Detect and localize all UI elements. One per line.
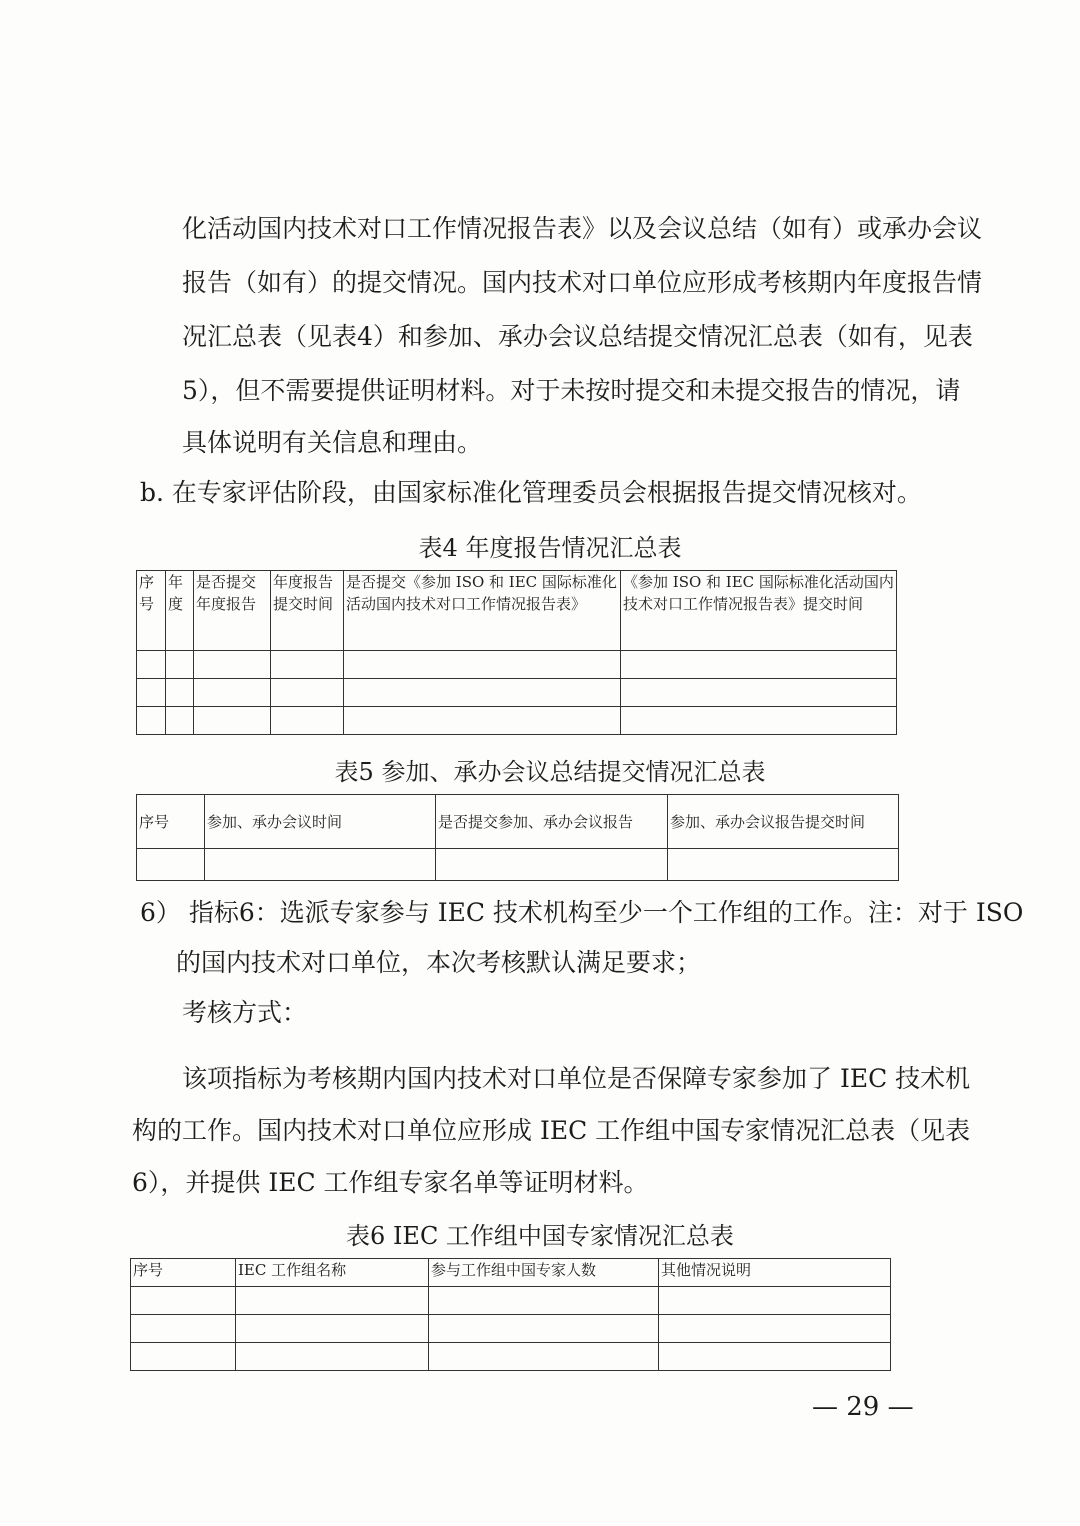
table4-caption: 表4 年度报告情况汇总表 [418,534,682,562]
table5-header-cell: 参加、承办会议报告提交时间 [668,795,899,849]
table4-header-cell: 年度 [166,571,194,651]
table4-header-cell: 《参加 ISO 和 IEC 国际标准化活动国内技术对口工作情况报告表》提交时间 [621,571,897,651]
indicator6-line-3: 该项指标为考核期内国内技术对口单位是否保障专家参加了 IEC 技术机 [182,1064,971,1093]
table4-header-cell: 是否提交年度报告 [194,571,271,651]
table4 [136,570,897,735]
table-row [137,679,897,707]
table-row [137,651,897,679]
body-item-b: b. 在专家评估阶段，由国家标准化管理委员会根据报告提交情况核对。 [140,478,922,507]
table5-header-row [137,795,899,849]
table4-header-cell: 是否提交《参加 ISO 和 IEC 国际标准化活动国内技术对口工作情况报告表》 [344,571,621,651]
table-row [137,707,897,735]
table6-header-row [131,1259,891,1287]
table6-caption: 表6 IEC 工作组中国专家情况汇总表 [346,1222,734,1250]
table5-caption: 表5 参加、承办会议总结提交情况汇总表 [334,758,766,786]
table-row [137,849,899,881]
page-number: — 29 — [812,1392,914,1422]
table5 [136,794,899,881]
table5-header-cell: 序号 [137,795,205,849]
table4-header-row [137,571,897,651]
table-row [131,1343,891,1371]
indicator6-line-2: 的国内技术对口单位，本次考核默认满足要求； [176,948,702,977]
body-line-4: 5），但不需要提供证明材料。对于未按时提交和未提交报告的情况，请 [182,376,961,405]
table-row [131,1287,891,1315]
body-line-5: 具体说明有关信息和理由。 [182,428,483,457]
table5-header-cell: 是否提交参加、承办会议报告 [436,795,668,849]
table4-header-cell: 年度报告提交时间 [271,571,344,651]
table6 [130,1258,891,1371]
assessment-method-label: 考核方式： [182,998,308,1027]
indicator6-line-1: 6） 指标6：选派专家参与 IEC 技术机构至少一个工作组的工作。注：对于 ISO [140,898,1024,927]
body-line-1: 化活动国内技术对口工作情况报告表》以及会议总结（如有）或承办会议 [182,214,983,243]
table6-header-cell: 其他情况说明 [659,1259,891,1287]
table6-header-cell: 序号 [131,1259,236,1287]
body-line-3: 况汇总表（见表4）和参加、承办会议总结提交情况汇总表（如有，见表 [182,322,973,351]
table6-header-cell: IEC 工作组名称 [236,1259,429,1287]
table-row [131,1315,891,1343]
body-line-2: 报告（如有）的提交情况。国内技术对口单位应形成考核期内年度报告情 [182,268,983,297]
table4-header-cell: 序号 [137,571,166,651]
table6-header-cell: 参与工作组中国专家人数 [429,1259,659,1287]
indicator6-line-5: 6），并提供 IEC 工作组专家名单等证明材料。 [132,1168,649,1197]
table5-header-cell: 参加、承办会议时间 [205,795,436,849]
indicator6-line-4: 构的工作。国内技术对口单位应形成 IEC 工作组中国专家情况汇总表（见表 [132,1116,971,1145]
